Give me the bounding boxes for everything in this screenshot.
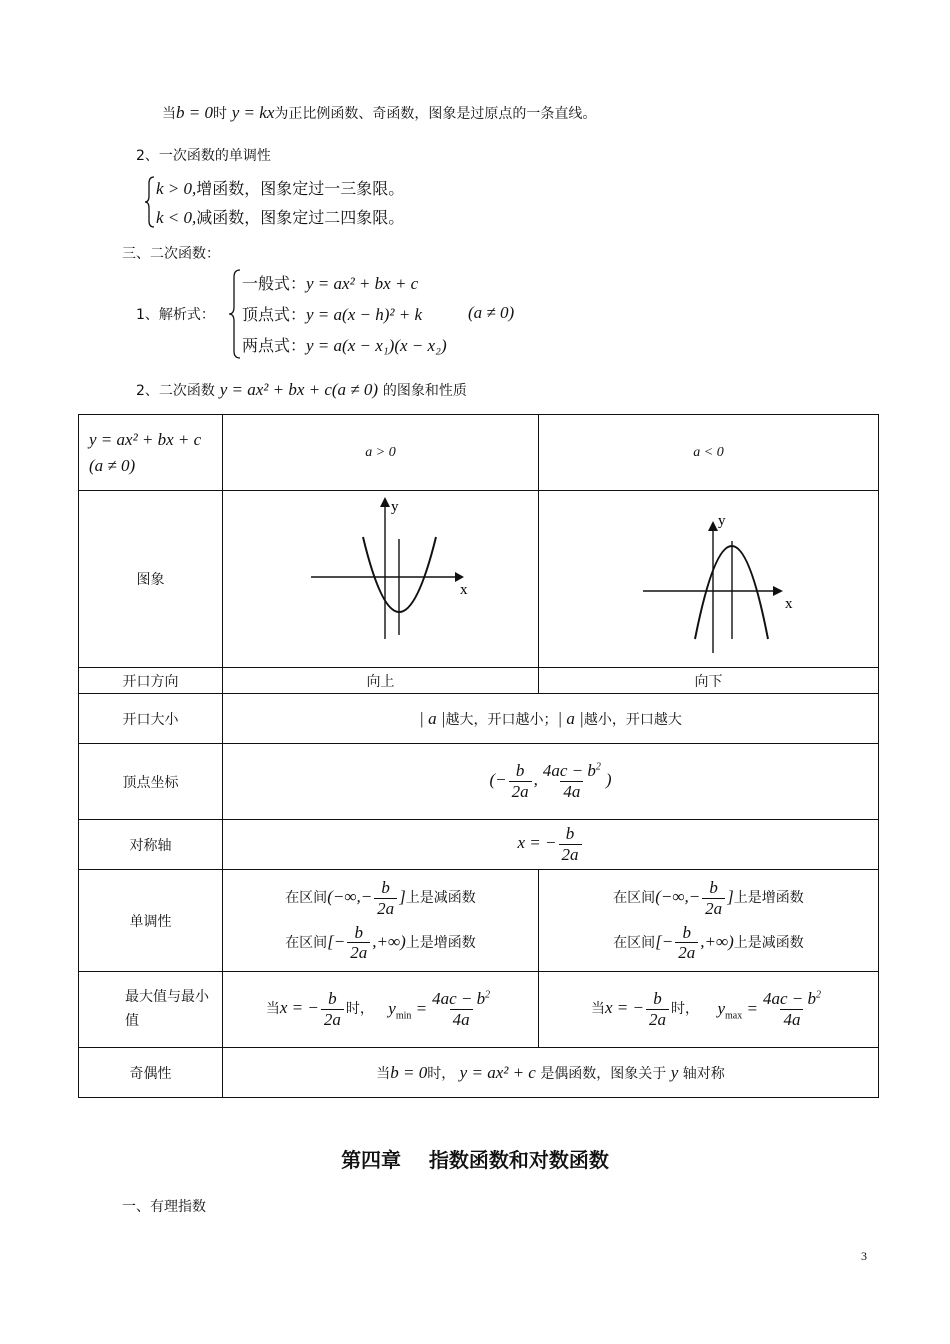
row-label-vertex: 顶点坐标 bbox=[79, 744, 223, 820]
math-cond: b = 0 bbox=[176, 103, 213, 122]
vertex-cell: (− $\frac{b}{2a}$ , $\frac{4ac - b^2}{4a}$ ) bbox=[223, 744, 879, 820]
text: 上是增函数 bbox=[405, 934, 476, 951]
text: 上是减函数 bbox=[733, 934, 804, 951]
math-eq: y = ax² + bx + c(a ≠ 0) bbox=[219, 380, 379, 399]
mono-line-2 bbox=[156, 205, 404, 228]
graph-a-negative-cell bbox=[539, 491, 879, 668]
header-eq: y = ax² + bx + c bbox=[89, 429, 202, 449]
row-label-open-size: 开口大小 bbox=[79, 694, 223, 744]
parabola-up-graph bbox=[223, 491, 539, 663]
parabola-down-graph bbox=[539, 491, 879, 663]
two-point-form bbox=[242, 333, 447, 356]
text: 越小，开口越大 bbox=[583, 711, 682, 728]
table-header-row bbox=[79, 415, 879, 491]
header-a-positive: a > 0 bbox=[223, 415, 539, 491]
parity-cell bbox=[223, 1048, 879, 1098]
mono-a-positive: 在区间(−∞,− $\frac{b}{2a}$ ]上是减函数 在区间[− $\frac{b}{2a}$ ,+∞)上是增函数 bbox=[223, 870, 539, 972]
row-label-monotonic: 单调性 bbox=[79, 870, 223, 972]
text: 在区间 bbox=[285, 890, 328, 907]
form-condition: (a ≠ 0) bbox=[468, 303, 515, 322]
row-label-parity: 奇偶性 bbox=[79, 1048, 223, 1098]
x-axis-label: x bbox=[460, 582, 468, 598]
section-quadratic-title: 三、二次函数： bbox=[122, 246, 220, 262]
table-row-open-size bbox=[79, 694, 879, 744]
extreme-a-negative: 当x = − $\frac{b}{2a}$ 时， $y_{max}$ = $\frac{4ac - b^2}{4a}$ bbox=[539, 972, 879, 1048]
graph-a-positive-cell bbox=[223, 491, 539, 668]
text: 时， bbox=[671, 1001, 699, 1018]
label: 一般式： bbox=[242, 274, 307, 293]
section-rational-exponent: 一、有理指数 bbox=[122, 1199, 206, 1215]
general-form bbox=[242, 271, 418, 294]
text: 当 bbox=[591, 1001, 605, 1018]
math-axis: y bbox=[670, 1062, 679, 1082]
math-eq: y = ax² + c bbox=[459, 1062, 536, 1082]
text: 增函数，图象定过一三象限。 bbox=[196, 179, 405, 198]
extreme-a-positive: 当x = − $\frac{b}{2a}$ 时， $y_{min}$ = $\frac{4ac - b^2}{4a}$ bbox=[223, 972, 539, 1048]
y-axis-label: y bbox=[718, 513, 726, 529]
table-row-graph bbox=[79, 491, 879, 668]
table-row-extreme bbox=[79, 972, 879, 1048]
table-row-parity bbox=[79, 1048, 879, 1098]
text: 时， bbox=[427, 1065, 456, 1082]
row-label-axis: 对称轴 bbox=[79, 820, 223, 870]
open-size-cell: | a |越大，开口越小；| a |越小，开口越大 bbox=[223, 694, 879, 744]
math-cond: k < 0, bbox=[156, 208, 197, 227]
text: 当 bbox=[376, 1065, 391, 1082]
line-proportional bbox=[162, 103, 596, 123]
axis-cell: x = − $\frac{b}{2a}$ bbox=[223, 820, 879, 870]
table-row-vertex bbox=[79, 744, 879, 820]
text: 轴对称 bbox=[682, 1065, 725, 1082]
row-label-graph: 图象 bbox=[79, 491, 223, 668]
text: 在区间 bbox=[613, 890, 656, 907]
text: 在区间 bbox=[285, 934, 328, 951]
table-row-axis bbox=[79, 820, 879, 870]
section-linear-monotonic-title: 2、一次函数的单调性 bbox=[136, 148, 271, 164]
text: 当 bbox=[162, 106, 176, 122]
math-cond: b = 0 bbox=[390, 1062, 428, 1082]
page-number: 3 bbox=[861, 1249, 867, 1263]
forms-label: 1、解析式： bbox=[136, 307, 215, 323]
header-a-negative: a < 0 bbox=[539, 415, 879, 491]
y-axis-label: y bbox=[391, 499, 399, 515]
math-eq: y = a(x − x₁)(x − x₂) bbox=[306, 336, 447, 355]
text: 在区间 bbox=[613, 934, 656, 951]
math-eq: y = a(x − h)² + k bbox=[306, 305, 422, 324]
text: 时 bbox=[212, 106, 227, 122]
text: 为正比例函数、奇函数，图象是过原点的一条直线。 bbox=[274, 106, 597, 122]
header-function-cell bbox=[79, 415, 223, 491]
math-eq: y = ax² + bx + c bbox=[306, 274, 419, 293]
math-cond: k > 0, bbox=[156, 179, 197, 198]
open-down: 向下 bbox=[539, 668, 879, 694]
text: 减函数，图象定过二四象限。 bbox=[196, 208, 405, 227]
text: 当 bbox=[265, 1001, 280, 1018]
label: 两点式： bbox=[242, 336, 307, 355]
left-brace-icon bbox=[144, 175, 156, 229]
text: 越大，开口越小； bbox=[445, 711, 558, 728]
left-brace-icon bbox=[228, 268, 242, 360]
table-row-open-dir bbox=[79, 668, 879, 694]
header-cond: (a ≠ 0) bbox=[89, 455, 136, 475]
row-label-open-dir: 开口方向 bbox=[79, 668, 223, 694]
x-axis-label: x bbox=[785, 596, 793, 612]
math-eq: y = kx bbox=[231, 103, 275, 122]
quadratic-properties-table bbox=[78, 414, 879, 1098]
table-row-monotonic bbox=[79, 870, 879, 972]
row-label-extreme bbox=[79, 972, 223, 1048]
text: 2、二次函数 bbox=[136, 383, 215, 399]
mono-line-1 bbox=[156, 176, 404, 199]
open-up: 向上 bbox=[223, 668, 539, 694]
text: 最大值与最小值 bbox=[125, 988, 209, 1029]
mono-a-negative: 在区间(−∞,− $\frac{b}{2a}$ ]上是增函数 在区间[− $\frac{b}{2a}$ ,+∞)上是减函数 bbox=[539, 870, 879, 972]
text: 是偶函数，图象关于 bbox=[540, 1065, 667, 1082]
text: 时， bbox=[345, 1001, 374, 1018]
label: 顶点式： bbox=[242, 305, 307, 324]
chapter-title: 第四章 指数函数和对数函数 bbox=[341, 1148, 609, 1172]
section-quadratic-graph-title bbox=[136, 380, 467, 400]
vertex-form bbox=[242, 302, 422, 325]
text: 上是减函数 bbox=[405, 890, 476, 907]
text: 的图象和性质 bbox=[382, 383, 467, 399]
text: 上是增函数 bbox=[733, 890, 804, 907]
